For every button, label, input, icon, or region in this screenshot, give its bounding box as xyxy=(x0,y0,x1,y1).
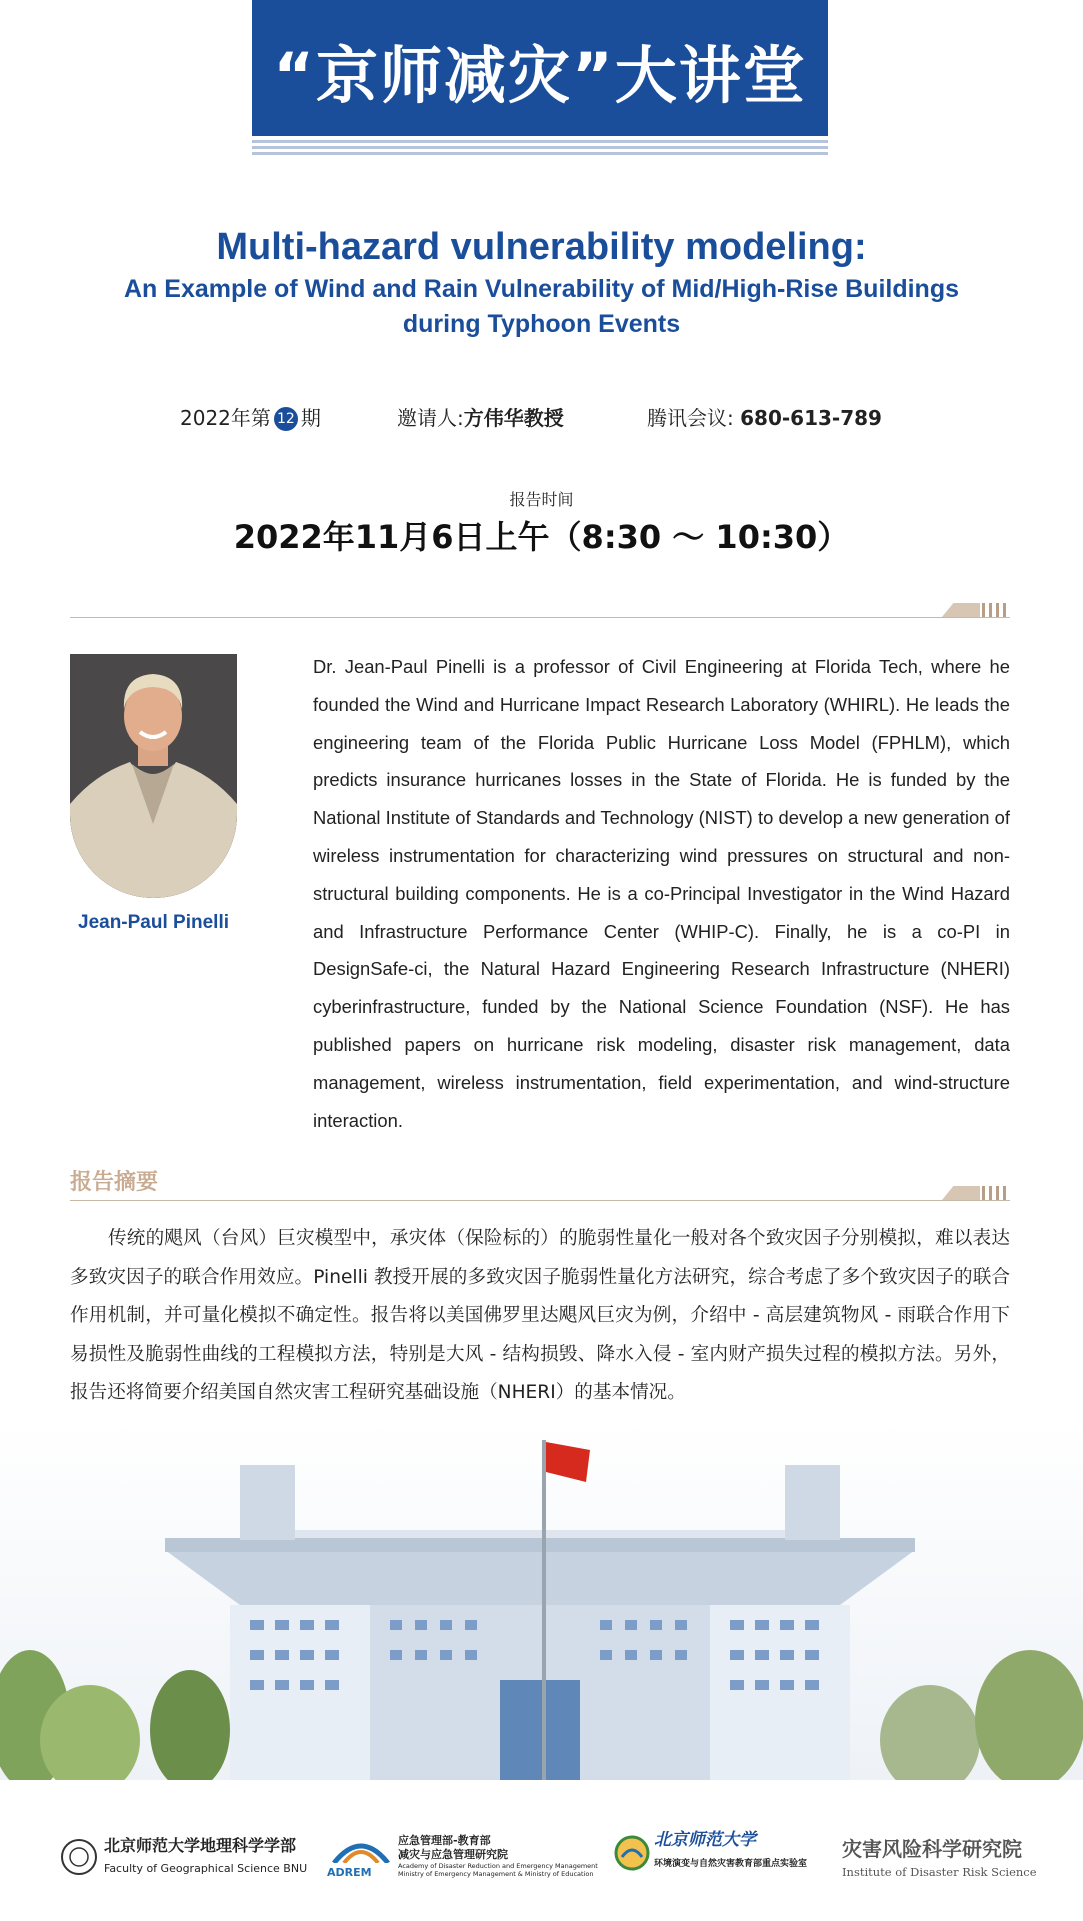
host-name: 方伟华教授 xyxy=(463,406,564,430)
adrem-logo-icon xyxy=(330,1833,392,1863)
meeting-id: 680-613-789 xyxy=(740,406,882,430)
host-label: 邀请人: xyxy=(397,406,464,430)
time-label: 报告时间 xyxy=(509,490,574,509)
issue-info xyxy=(180,402,321,431)
logo-idrs-cn: 灾害风险科学研究院 xyxy=(842,1837,1022,1861)
meeting-info xyxy=(647,402,882,431)
speaker-portrait xyxy=(70,654,237,898)
banner-stripe xyxy=(252,152,828,155)
logo-faculty-cn: 北京师范大学地理科学学部 xyxy=(104,1836,297,1855)
meeting-label: 腾讯会议: xyxy=(647,406,734,430)
logo-faculty-en: Faculty of Geographical Science BNU xyxy=(104,1862,308,1875)
footer xyxy=(0,1785,1083,1921)
issue-number-badge: 12 xyxy=(274,407,298,431)
logo-adrem-en1: Academy of Disaster Reduction and Emergency Management xyxy=(398,1862,598,1870)
divider-bars xyxy=(982,1186,1010,1200)
issue-prefix: 2022年第 xyxy=(180,406,271,430)
logo-bnu-cn: 北京师范大学 xyxy=(654,1830,756,1850)
university-building-illustration xyxy=(0,1420,1083,1780)
banner-title: “京师减灾”大讲堂 xyxy=(273,39,807,112)
talk-subtitle: An Example of Wind and Rain Vulnerability of Mid/High-Rise Buildings xyxy=(124,275,959,303)
speaker-photo xyxy=(70,654,237,898)
banner-stripe xyxy=(252,140,828,143)
section-divider xyxy=(70,617,1010,618)
abstract-heading: 报告摘要 xyxy=(70,1170,159,1195)
time-value: 2022年11月6日上午（8:30 ～ 10:30） xyxy=(233,518,850,556)
logo-adrem-en2: Ministry of Emergency Management & Ministry of Education xyxy=(398,1870,594,1878)
divider-tag xyxy=(942,603,980,617)
talk-subtitle: during Typhoon Events xyxy=(402,310,681,338)
banner-stripe xyxy=(252,146,828,149)
logo-adrem-cn1: 应急管理部-教育部 xyxy=(398,1834,491,1847)
issue-suffix: 期 xyxy=(300,406,321,430)
divider-tag xyxy=(942,1186,980,1200)
talk-title: Multi-hazard vulnerability modeling: xyxy=(216,226,867,268)
logo-adrem-abbr: ADREM xyxy=(327,1866,372,1879)
logo-adrem-cn2: 减灾与应急管理研究院 xyxy=(398,1848,508,1861)
logo-idrs-en: Institute of Disaster Risk Science xyxy=(842,1865,1037,1879)
host-info xyxy=(397,402,564,431)
abstract-body: 传统的飓风（台风）巨灾模型中，承灾体（保险标的）的脆弱性量化一般对各个致灾因子分别模拟，难以表达多致灾因子的联合作用效应。Pinelli 教授开展的多致灾因子脆弱性量化方法研究，综合考虑了多个致灾因子的联合作用机制，并可量化模拟不确定性。报告将以美国佛罗里达飓风巨灾为例，介绍中 - 高层建筑物风 - 雨联合作用下易损性及脆弱性曲线的工程模拟方法，特别是大风 - 结构损毁、降水入侵 - 室内财产损失过程的模拟方法。另外，报告还将简要介绍美国自然灾害工程研究基础设施（NHERI）的基本情况。 xyxy=(70,1228,1010,1403)
logo-lab-cn: 环境演变与自然灾害教育部重点实验室 xyxy=(654,1859,808,1869)
divider-bars xyxy=(982,603,1010,617)
lab-emblem-icon xyxy=(614,1835,650,1871)
section-divider xyxy=(70,1200,1010,1201)
speaker-name: Jean-Paul Pinelli xyxy=(78,912,229,933)
speaker-bio: Dr. Jean-Paul Pinelli is a professor of Civil Engineering at Florida Tech, where he founded the Wind and Hurricane Impact Research Laboratory (WHIRL). He leads the engineering team of the Florida Public Hurricane Loss Model (FPHLM), which predicts insurance hurricanes losses in the State of Florida. He is funded by the National Institute of Standards and Technology (NIST) to develop a new generation of wireless instrumentation for characterizing wind pressures on structural and non-structural building components. He is a co-Principal Investigator in the Wind Hazard and Infrastructure Performance Center (WHIP-C). Finally, he is a co-PI in DesignSafe-ci, the Natural Hazard Engineering Research Infrastructure (NHERI) cyberinfrastructure, funded by the National Science Foundation (NSF). He has published papers on hurricane risk modeling, disaster risk management, data management, wireless instrumentation, field experimentation, and wind-structure interaction. xyxy=(313,656,1010,1131)
bnu-emblem-icon xyxy=(60,1838,98,1876)
